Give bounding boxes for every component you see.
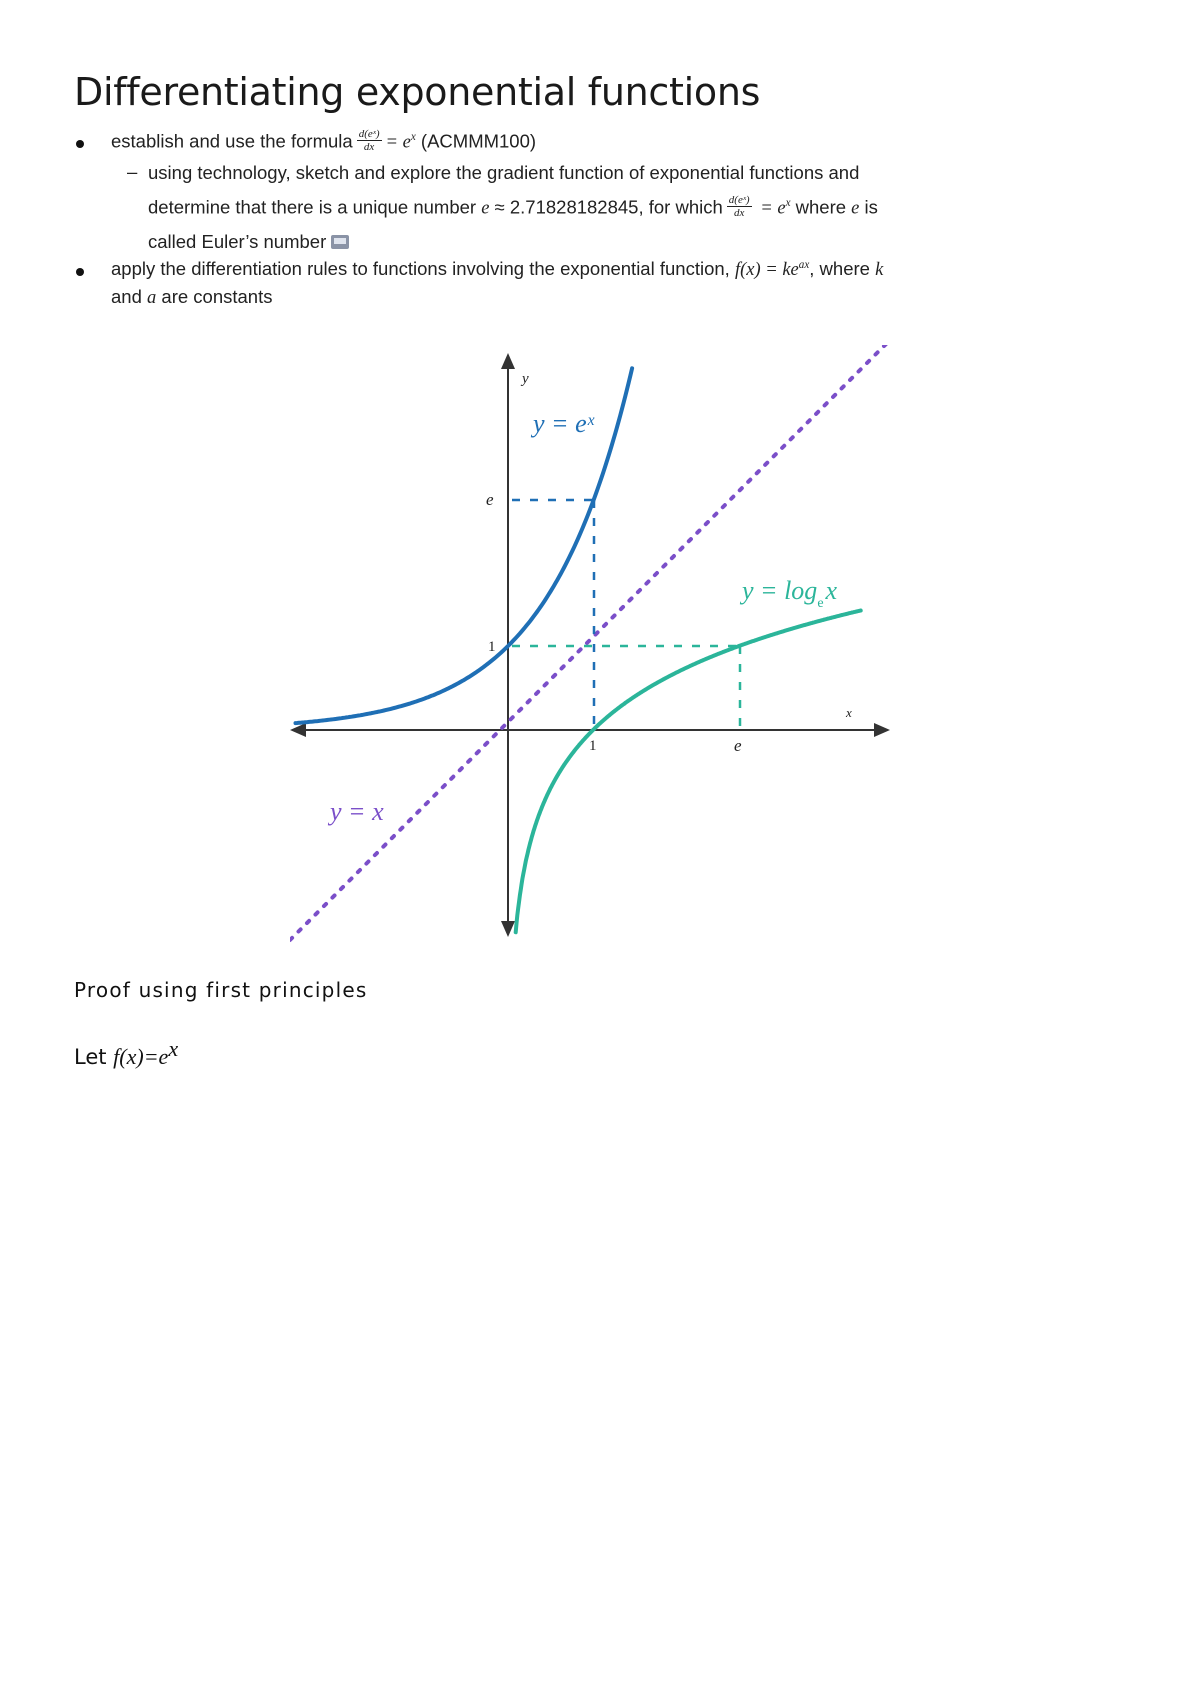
bullet-item-formula: establish and use the formula $\frac{\text{d(eˣ)}}{dx}$ = $e^x$ (ACMMM100) (111, 128, 537, 153)
bullet-marker (76, 268, 84, 276)
curriculum-code: (ACMMM100) (415, 130, 537, 152)
log-curve-label: $y = \log_ex$ (742, 576, 838, 611)
y-axis-label: y (522, 371, 529, 387)
x-tick-e: e (734, 736, 742, 755)
derivative-fraction: $\frac{\text{d(eˣ)}}{dx}$ (728, 194, 750, 219)
x-axis-arrow-right (874, 723, 890, 737)
page-title: Differentiating exponential functions (74, 70, 761, 114)
y-tick-1: 1 (488, 639, 496, 655)
proof-heading: Proof using first principles (74, 978, 368, 1002)
x-tick-1: 1 (589, 738, 597, 754)
x-axis-label: x (846, 705, 852, 720)
formula-rhs: = e (385, 132, 411, 153)
identity-label: y = x (330, 797, 384, 826)
let-statement: Let $f(x)=e^x$ (74, 1036, 179, 1069)
log-curve (516, 611, 861, 933)
external-link-icon[interactable] (331, 235, 349, 249)
bullet-item-rules-line-2: and a are constants (111, 286, 273, 308)
exp-log-graph (290, 345, 910, 945)
bullet-item-rules-line-1: apply the differentiation rules to functions involving the exponential function, $f(x) = ke^{ax}$, where k (111, 258, 884, 280)
sub-item-line-1: using technology, sketch and explore the gradient function of exponential functions and (148, 162, 860, 183)
x-axis-arrow-left (290, 723, 306, 737)
bullet-text: establish and use the formula (111, 130, 353, 152)
bullet-marker (76, 140, 84, 148)
y-tick-e: e (486, 490, 494, 509)
sub-bullet-marker: – (127, 161, 138, 182)
sub-item-line-2: determine that there is a unique number e ≈ 2.71828182845, for which $\frac{\text{d(eˣ)}}{dx}$ = $e^x$ where e is (148, 194, 878, 219)
y-axis-arrow-up (501, 353, 515, 369)
y-axis-arrow-down (501, 921, 515, 937)
exp-curve-label: y = eˣ (533, 409, 594, 438)
derivative-fraction: $\frac{\text{d(eˣ)}}{dx}$ (358, 128, 380, 153)
sub-item-line-3: called Euler’s number (148, 231, 349, 253)
